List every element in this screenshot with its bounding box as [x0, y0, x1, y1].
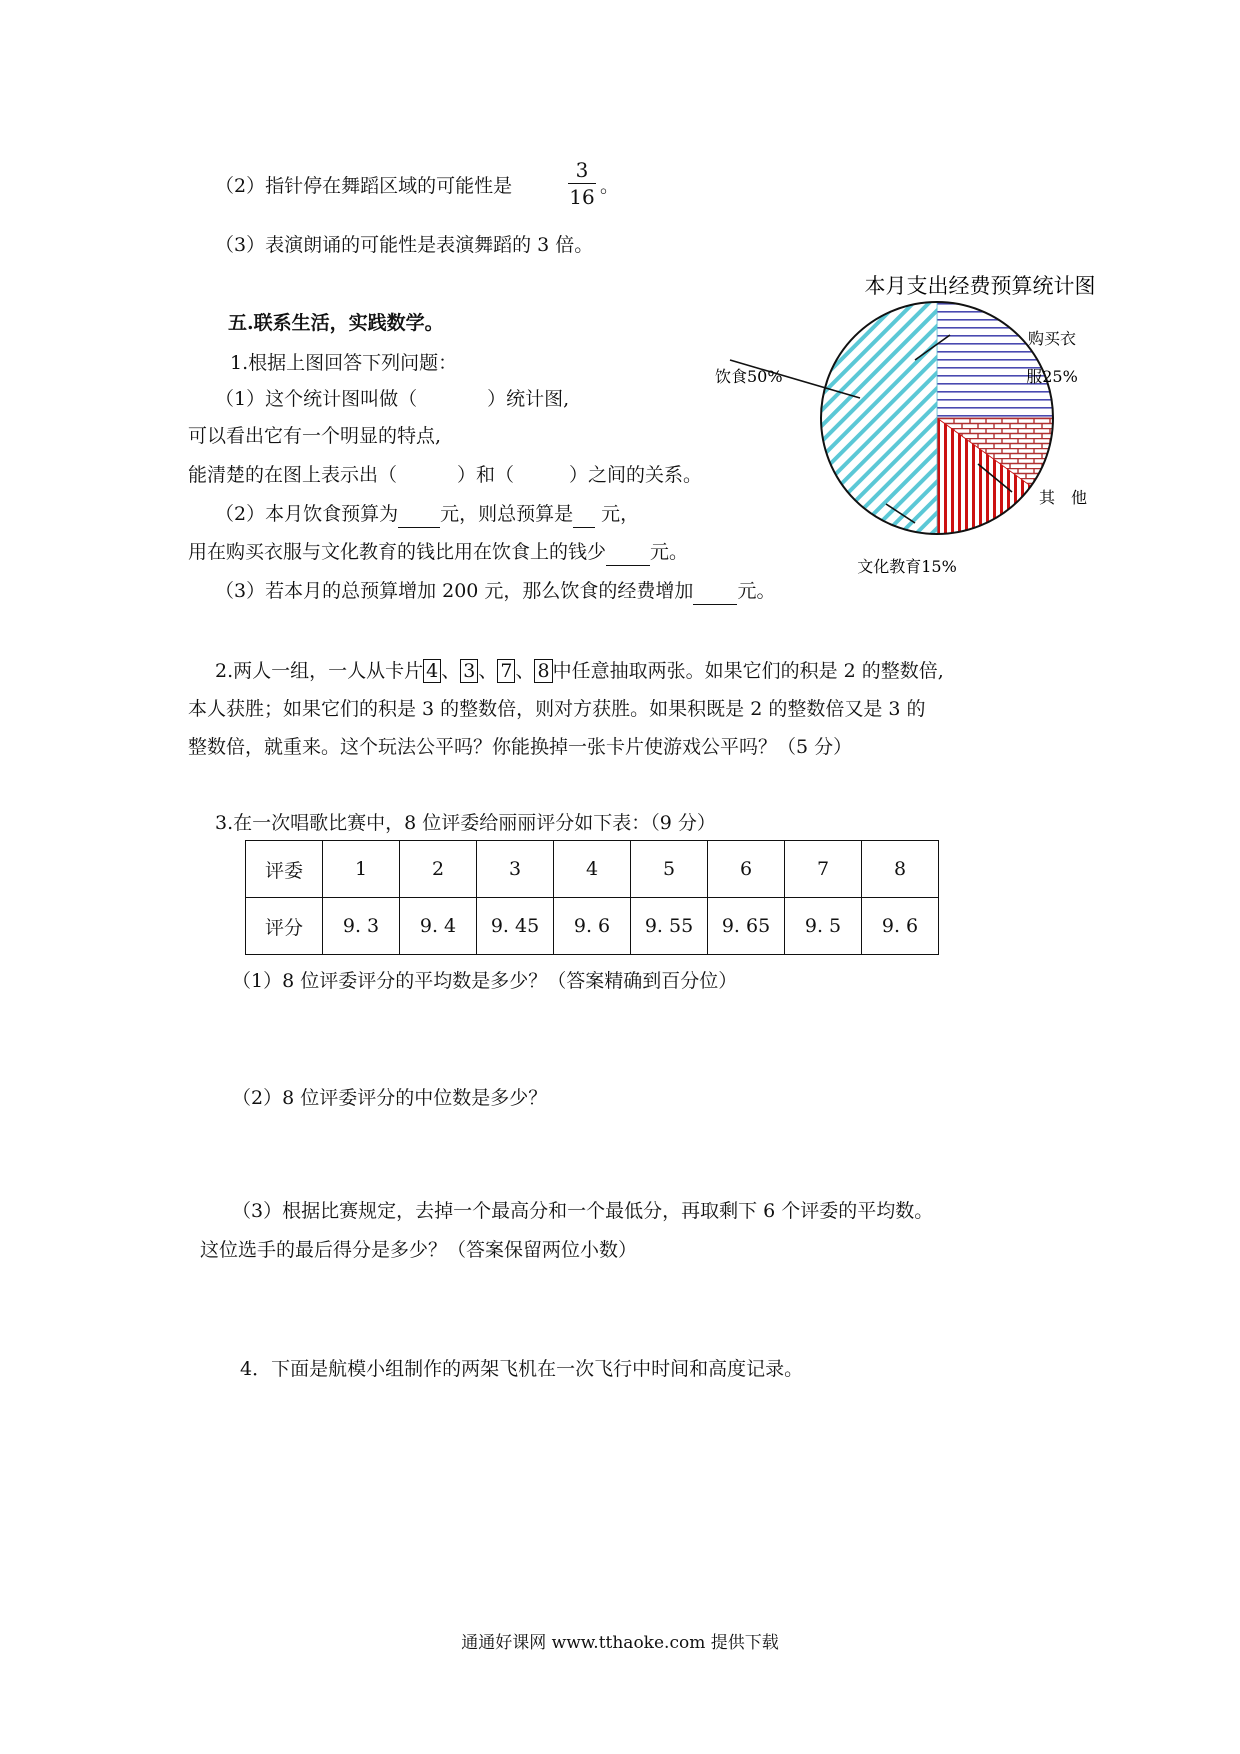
p3-q3-b: 这位选手的最后得分是多少？（答案保留两位小数）	[200, 1239, 638, 1261]
p3-q3-a: （3）根据比赛规定，去掉一个最高分和一个最低分，再取剩下 6 个评委的平均数。	[232, 1200, 934, 1222]
p1-s1-d-line	[188, 462, 702, 488]
q4-item2-suffix: 。	[600, 175, 620, 197]
pie-title: 本月支出经费预算统计图	[864, 274, 1096, 298]
fraction-bar	[568, 183, 596, 184]
table-header-judge: 评委	[246, 841, 323, 898]
p1-blank-food-increase[interactable]	[693, 578, 737, 605]
card-1: 4	[423, 659, 441, 683]
p1-s2-line	[215, 501, 639, 528]
p1-s3-b: 元。	[737, 580, 776, 602]
p1-blank-difference[interactable]	[606, 539, 650, 566]
p1-s1-e: ）和（	[457, 464, 515, 486]
card-3: 7	[497, 659, 515, 683]
table-row-judges	[246, 841, 939, 898]
pie-label-3-0: 文化教育15%	[857, 557, 957, 576]
scores-table	[245, 840, 939, 955]
p1-s1-b: ）统计图,	[487, 388, 570, 410]
table-cell: 9. 55	[631, 898, 708, 955]
card-4: 8	[534, 659, 552, 683]
p1-s3-line	[215, 578, 775, 605]
p2-line1	[215, 658, 944, 684]
p1-s2-c: 元，	[595, 503, 640, 525]
p4-text: 4．下面是航模小组制作的两架飞机在一次飞行中时间和高度记录。	[240, 1358, 804, 1380]
p1-s2-b: 元，则总预算是	[440, 503, 574, 525]
p3-intro: 3.在一次唱歌比赛中，8 位评委给丽丽评分如下表：（9 分）	[215, 812, 716, 834]
table-cell: 3	[477, 841, 554, 898]
table-cell: 9. 3	[323, 898, 400, 955]
table-cell: 9. 5	[785, 898, 862, 955]
p1-s1-d: 能清楚的在图上表示出（	[188, 464, 398, 486]
p1-blank-total-budget[interactable]	[573, 501, 595, 528]
p2-sep-1: 、	[441, 660, 461, 682]
p2-a: 2.两人一组，一人从卡片	[215, 660, 424, 682]
table-cell: 9. 45	[477, 898, 554, 955]
table-cell: 2	[400, 841, 477, 898]
pie-slice-0	[937, 302, 1053, 418]
p3-q2: （2）8 位评委评分的中位数是多少？	[232, 1087, 548, 1109]
p2-sep-3: 、	[515, 660, 535, 682]
table-cell: 9. 4	[400, 898, 477, 955]
q4-item2-text	[215, 173, 512, 199]
table-row-scores	[246, 898, 939, 955]
fraction-numerator: 3	[575, 158, 589, 182]
p1-s1-a: （1）这个统计图叫做（	[215, 388, 418, 410]
p1-s1-line	[215, 386, 569, 412]
p1-intro: 1.根据上图回答下列问题：	[230, 352, 458, 374]
p1-s2-e: 元。	[650, 541, 689, 563]
fraction-denominator: 16	[569, 185, 595, 209]
q4-item2-prefix: （2）指针停在舞蹈区域的可能性是	[215, 175, 513, 197]
table-cell: 9. 6	[554, 898, 631, 955]
p1-s2-d-line	[188, 539, 688, 566]
table-cell: 1	[323, 841, 400, 898]
budget-pie-chart	[715, 268, 1110, 588]
p1-blank-food-budget[interactable]	[398, 501, 440, 528]
page-footer: 通通好课网 www.tthaoke.com 提供下载	[461, 1633, 779, 1653]
section5-title: 五.联系生活，实践数学。	[228, 312, 444, 334]
table-cell: 5	[631, 841, 708, 898]
p1-s3-a: （3）若本月的总预算增加 200 元，那么饮食的经费增加	[215, 580, 694, 602]
table-cell: 9. 6	[862, 898, 939, 955]
table-cell: 6	[708, 841, 785, 898]
p3-q1: （1）8 位评委评分的平均数是多少？（答案精确到百分位）	[232, 970, 738, 992]
p2-sep-2: 、	[478, 660, 498, 682]
card-2: 3	[460, 659, 478, 683]
pie-label-1-1: 服25%	[1026, 367, 1078, 386]
table-cell: 7	[785, 841, 862, 898]
fraction-3-16	[568, 158, 596, 209]
p2-c: 本人获胜；如果它们的积是 3 的整数倍，则对方获胜。如果积既是 2 的整数倍又是 3 的	[188, 698, 926, 720]
p1-s1-f: ）之间的关系。	[569, 464, 703, 486]
pie-label-1-0: 购买衣	[1027, 329, 1077, 348]
p1-s1-c: 可以看出它有一个明显的特点,	[188, 425, 442, 447]
p1-s2-d: 用在购买衣服与文化教育的钱比用在饮食上的钱少	[188, 541, 607, 563]
table-cell: 8	[862, 841, 939, 898]
p2-d: 整数倍，就重来。这个玩法公平吗？你能换掉一张卡片使游戏公平吗？（5 分）	[188, 736, 853, 758]
pie-label-2-0: 其 他	[1038, 488, 1088, 507]
table-cell: 9. 65	[708, 898, 785, 955]
q4-item3: （3）表演朗诵的可能性是表演舞蹈的 3 倍。	[215, 234, 594, 256]
pie-label-0-0: 饮食50%	[715, 367, 783, 386]
pie-slice-3	[821, 302, 937, 534]
p2-b: 中任意抽取两张。如果它们的积是 2 的整数倍,	[552, 660, 944, 682]
table-cell: 4	[554, 841, 631, 898]
p1-s2-a: （2）本月饮食预算为	[215, 503, 399, 525]
table-header-score: 评分	[246, 898, 323, 955]
